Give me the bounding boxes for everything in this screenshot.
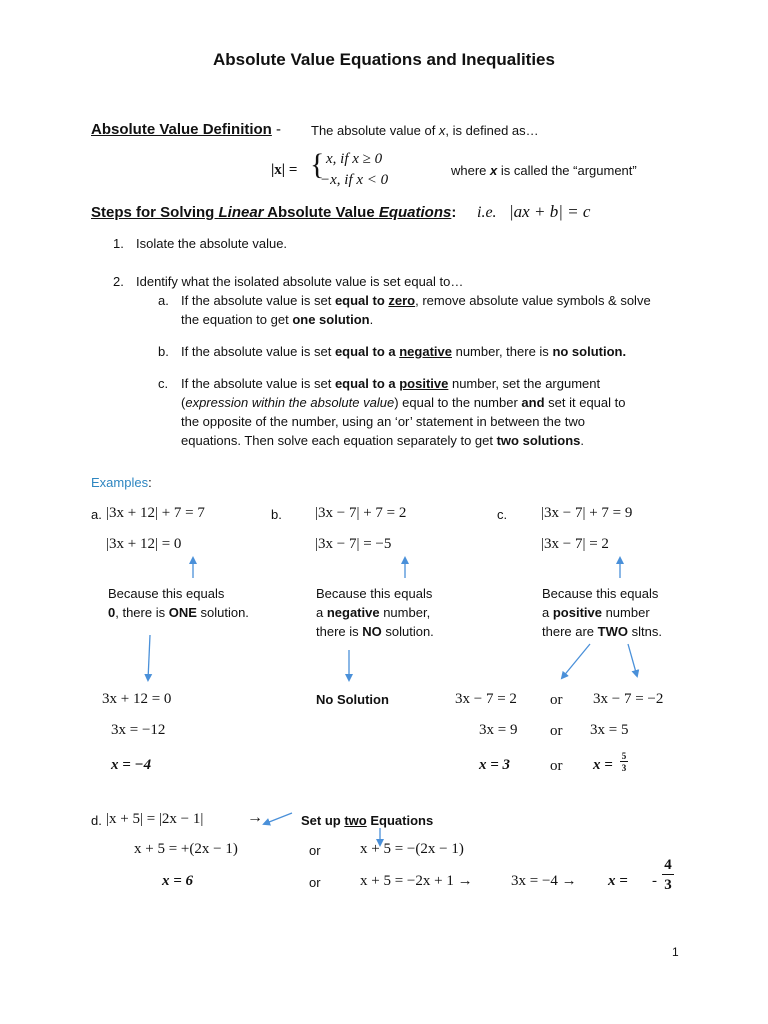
example-d-left-answer: x = 6 — [162, 873, 194, 889]
example-c-right-answer: x = — [593, 757, 613, 773]
example-d-right-step2a: x + 5 = −2x + 1 → — [360, 873, 473, 889]
examples-label: Examples: — [91, 475, 152, 490]
example-a-note-line2: 0, there is ONE solution. — [108, 605, 249, 620]
example-a-answer: x = −4 — [111, 757, 152, 773]
example-c-left-step1: 3x − 7 = 2 — [455, 691, 517, 707]
example-c-left-step2: 3x = 9 — [479, 722, 518, 738]
example-d-note: Set up two Equations — [301, 813, 434, 828]
substep-a-letter: a. — [158, 293, 169, 308]
example-c-or-3: or — [550, 758, 563, 774]
substep-a-line1: If the absolute value is set equal to zero, remove absolute value symbols & solve — [181, 293, 651, 308]
example-d-right-answer: x = — [608, 873, 628, 889]
substep-c-letter: c. — [158, 376, 169, 391]
example-d-equation: |x + 5| = |2x − 1| — [106, 811, 204, 827]
step-1-number: 1. — [113, 236, 124, 251]
example-c-right-step2: 3x = 5 — [590, 722, 629, 738]
brace: { — [310, 148, 325, 181]
steps-ie: i.e. — [477, 204, 497, 221]
arrow-a-down — [148, 635, 150, 680]
step-2-number: 2. — [113, 274, 124, 289]
example-b-note-line2: a negative number, — [316, 605, 431, 620]
substep-b-line1: If the absolute value is set equal to a negative number, there is no solution. — [181, 344, 627, 359]
definition-case1: x, if x ≥ 0 — [326, 151, 383, 167]
example-b-equation: |3x − 7| + 7 = 2 — [315, 505, 407, 521]
substep-b-letter: b. — [158, 344, 169, 359]
step-2-text: Identify what the isolated absolute value is set equal to… — [136, 274, 464, 289]
example-c-note-line3: there are TWO sltns. — [542, 624, 662, 639]
substep-c-line2: (expression within the absolute value) equal to the number and set it equal to — [181, 395, 626, 410]
example-c-or-2: or — [550, 723, 563, 739]
example-c-isolated: |3x − 7| = 2 — [541, 536, 609, 552]
example-c-note-line1: Because this equals — [542, 586, 659, 601]
steps-heading: Steps for Solving Linear Absolute Value Equations: — [91, 204, 457, 221]
example-d-fraction-numerator: 4 — [662, 857, 674, 875]
substep-c-line4: equations. Then solve each equation separately to get two solutions. — [181, 433, 584, 448]
example-d-fraction-denominator: 3 — [664, 877, 672, 893]
example-b-note-line3: there is NO solution. — [316, 624, 434, 639]
steps-ie-expr: |ax + b| = c — [509, 202, 591, 221]
arrow-c-left — [562, 644, 590, 678]
example-a-equation: |3x + 12| + 7 = 7 — [106, 505, 205, 521]
arrow-d-left — [264, 813, 292, 824]
example-c-or-1: or — [550, 692, 563, 708]
arrow-c-right — [628, 644, 637, 676]
definition-where: where x is called the “argument” — [451, 163, 637, 178]
page-number: 1 — [672, 945, 679, 959]
example-d-or-1: or — [309, 843, 321, 858]
example-d-right-step2b: 3x = −4 → — [511, 873, 577, 889]
example-c-letter: c. — [497, 507, 508, 522]
example-d-or-2: or — [309, 875, 321, 890]
substep-c-line1: If the absolute value is set equal to a positive number, set the argument — [181, 376, 601, 391]
substep-c-line3: the opposite of the number, using an ‘or’ statement in between the two — [181, 414, 585, 429]
substep-a-line2: the equation to get one solution. — [181, 312, 374, 327]
example-a-step1: 3x + 12 = 0 — [102, 691, 172, 707]
example-b-isolated: |3x − 7| = −5 — [315, 536, 392, 552]
example-a-note-line1: Because this equals — [108, 586, 225, 601]
example-d-negative-sign: - — [652, 873, 657, 889]
example-a-letter: a. — [91, 507, 102, 522]
example-c-fraction-numerator: 5 — [621, 751, 627, 761]
example-d-right-step1: x + 5 = −(2x − 1) — [360, 841, 464, 857]
example-a-isolated: |3x + 12| = 0 — [106, 536, 182, 552]
example-c-note-line2: a positive number — [542, 605, 650, 620]
example-a-step2: 3x = −12 — [111, 722, 166, 738]
page-title: Absolute Value Equations and Inequalities — [213, 50, 555, 69]
example-d-letter: d. — [91, 813, 102, 828]
definition-lhs: |x| = — [271, 162, 298, 178]
definition-intro: The absolute value of x, is defined as… — [311, 123, 539, 138]
definition-case2: −x, if x < 0 — [320, 172, 389, 188]
example-d-left-step1: x + 5 = +(2x − 1) — [134, 841, 238, 857]
example-c-fraction-denominator: 3 — [621, 763, 627, 773]
example-b-note-line1: Because this equals — [316, 586, 433, 601]
example-c-left-answer: x = 3 — [479, 757, 511, 773]
example-c-equation: |3x − 7| + 7 = 9 — [541, 505, 633, 521]
example-b-letter: b. — [271, 507, 282, 522]
step-1-text: Isolate the absolute value. — [136, 236, 288, 251]
example-c-right-step1: 3x − 7 = −2 — [593, 691, 664, 707]
example-b-result: No Solution — [316, 692, 389, 707]
definition-heading: Absolute Value Definition - — [91, 121, 282, 138]
example-d-arrow: → — [247, 809, 263, 826]
